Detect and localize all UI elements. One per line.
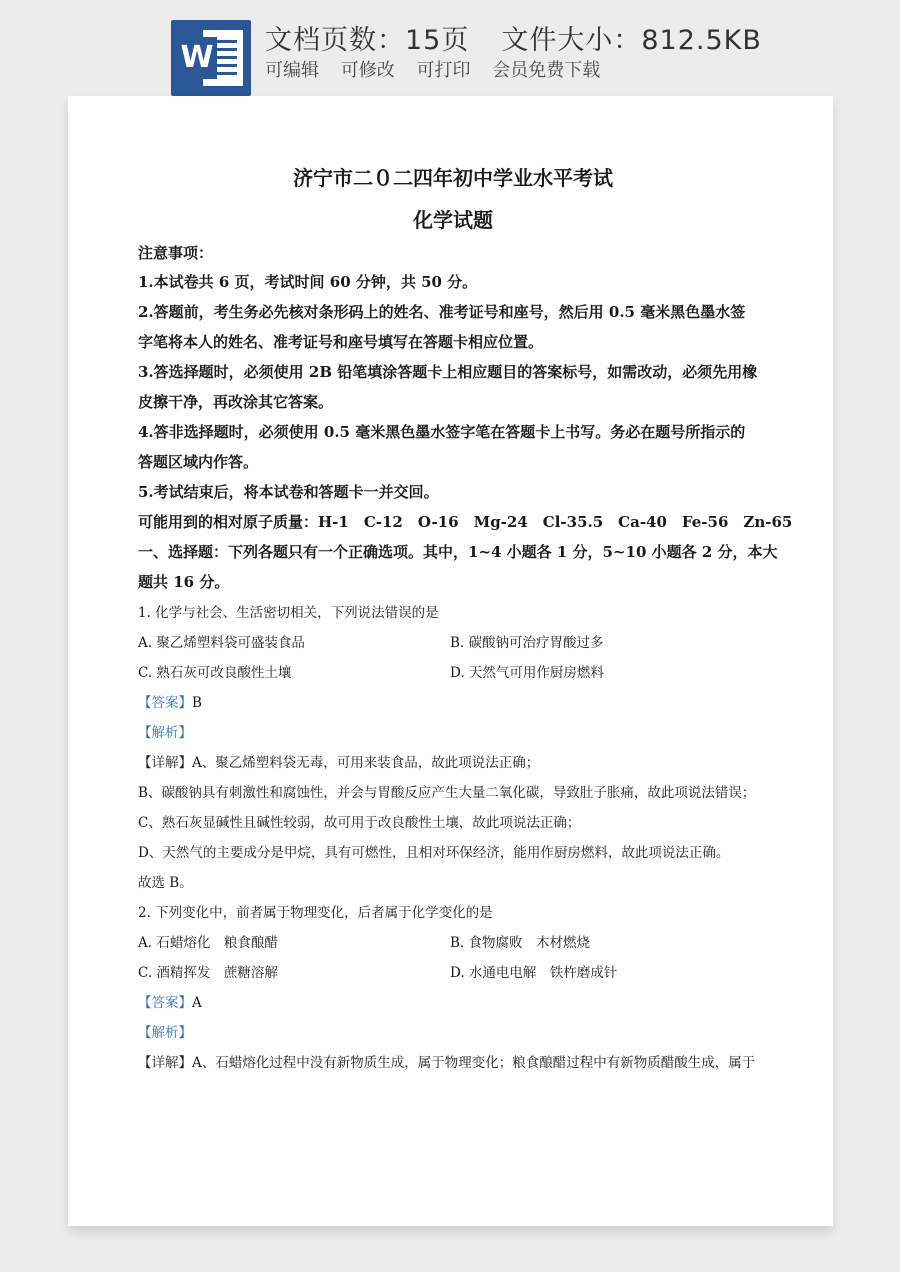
notice-heading: 注意事项： <box>138 244 214 262</box>
atomic-masses: 可能用到的相对原子质量：H-1 C-12 O-16 Mg-24 Cl-35.5 Ca-40 Fe-56 Zn-65 <box>138 513 793 531</box>
notice-line: 2.答题前，考生务必先核对条形码上的姓名、准考证号和座号，然后用 0.5 毫米黑色墨水签 <box>138 303 746 321</box>
notice-line: 3.答选择题时，必须使用 2B 铅笔填涂答题卡上相应题目的答案标号，如需改动，必须先用橡 <box>138 363 758 381</box>
notice-line: 1.本试卷共 6 页，考试时间 60 分钟，共 50 分。 <box>138 273 478 291</box>
q2-option-c: C. 酒精挥发 蔗糖溶解 <box>138 965 278 981</box>
detail-text: A、石蜡熔化过程中没有新物质生成，属于物理变化；粮食酿醋过程中有新物质醋酸生成，属于 <box>192 1055 756 1071</box>
q1-detail <box>138 751 539 771</box>
q1-option-b: B. 碳酸钠可治疗胃酸过多 <box>450 635 604 651</box>
question-1-stem: 1. 化学与社会、生活密切相关，下列说法错误的是 <box>138 605 439 621</box>
word-doc-icon <box>171 20 251 96</box>
q1-option-a: A. 聚乙烯塑料袋可盛装食品 <box>138 635 305 651</box>
page-count: 文档页数：15页 <box>265 25 470 56</box>
exam-subtitle: 化学试题 <box>413 208 493 232</box>
notice-line: 皮擦干净，再改涂其它答案。 <box>138 393 334 411</box>
q1-analysis-tag: 【解析】 <box>138 725 192 741</box>
detail-tag: 【详解】 <box>138 1055 192 1071</box>
q1-detail-line: D、天然气的主要成分是甲烷，具有可燃性，且相对环保经济，能用作厨房燃料，故此项说法正确。 <box>138 845 730 861</box>
notice-line: 5.考试结束后，将本试卷和答题卡一并交回。 <box>138 483 439 501</box>
detail-tag: 【详解】 <box>138 755 192 771</box>
q2-analysis-tag: 【解析】 <box>138 1025 192 1041</box>
question-2-stem: 2. 下列变化中，前者属于物理变化，后者属于化学变化的是 <box>138 905 493 921</box>
q2-option-a: A. 石蜡熔化 粮食酿醋 <box>138 935 278 951</box>
feature-editable: 可编辑 <box>265 60 319 81</box>
feature-list <box>265 56 612 82</box>
q2-option-d: D. 水通电电解 铁杵磨成针 <box>450 965 618 981</box>
q1-conclusion: 故选 B。 <box>138 875 193 891</box>
word-letter: W <box>177 37 217 79</box>
feature-printable: 可打印 <box>416 60 471 81</box>
document-page <box>68 96 833 1226</box>
answer-value: B <box>192 695 202 711</box>
notice-line: 字笔将本人的姓名、准考证号和座号填写在答题卡相应位置。 <box>138 333 544 351</box>
q2-detail <box>138 1051 755 1071</box>
notice-line: 4.答非选择题时，必须使用 0.5 毫米黑色墨水签字笔在答题卡上书写。务必在题号所指示的 <box>138 423 746 441</box>
answer-value: A <box>192 995 202 1011</box>
q1-detail-line: C、熟石灰显碱性且碱性较弱，故可用于改良酸性土壤，故此项说法正确； <box>138 815 581 831</box>
q1-option-d: D. 天然气可用作厨房燃料 <box>450 665 604 681</box>
detail-text: A、聚乙烯塑料袋无毒，可用来装食品，故此项说法正确； <box>192 755 540 771</box>
answer-tag: 【答案】 <box>138 995 192 1011</box>
notice-line: 答题区域内作答。 <box>138 453 259 471</box>
file-size: 文件大小：812.5KB <box>501 25 762 56</box>
q1-option-c: C. 熟石灰可改良酸性土壤 <box>138 665 292 681</box>
file-stats <box>265 18 762 57</box>
document-info-banner <box>0 0 900 96</box>
q2-option-b: B. 食物腐败 木材燃烧 <box>450 935 591 951</box>
q1-answer <box>138 691 202 711</box>
answer-tag: 【答案】 <box>138 695 192 711</box>
section-heading: 一、选择题：下列各题只有一个正确选项。其中，1~4 小题各 1 分，5~10 小题各 2 分，本大 <box>138 543 778 561</box>
section-heading: 题共 16 分。 <box>138 573 230 591</box>
feature-free-download: 会员免费下载 <box>492 60 601 81</box>
q1-detail-line: B、碳酸钠具有刺激性和腐蚀性，并会与胃酸反应产生大量二氧化碳，导致肚子胀痛，故此项说法错误； <box>138 785 756 801</box>
exam-title: 济宁市二０二四年初中学业水平考试 <box>293 166 613 190</box>
q2-answer <box>138 991 202 1011</box>
feature-modifiable: 可修改 <box>340 60 395 81</box>
